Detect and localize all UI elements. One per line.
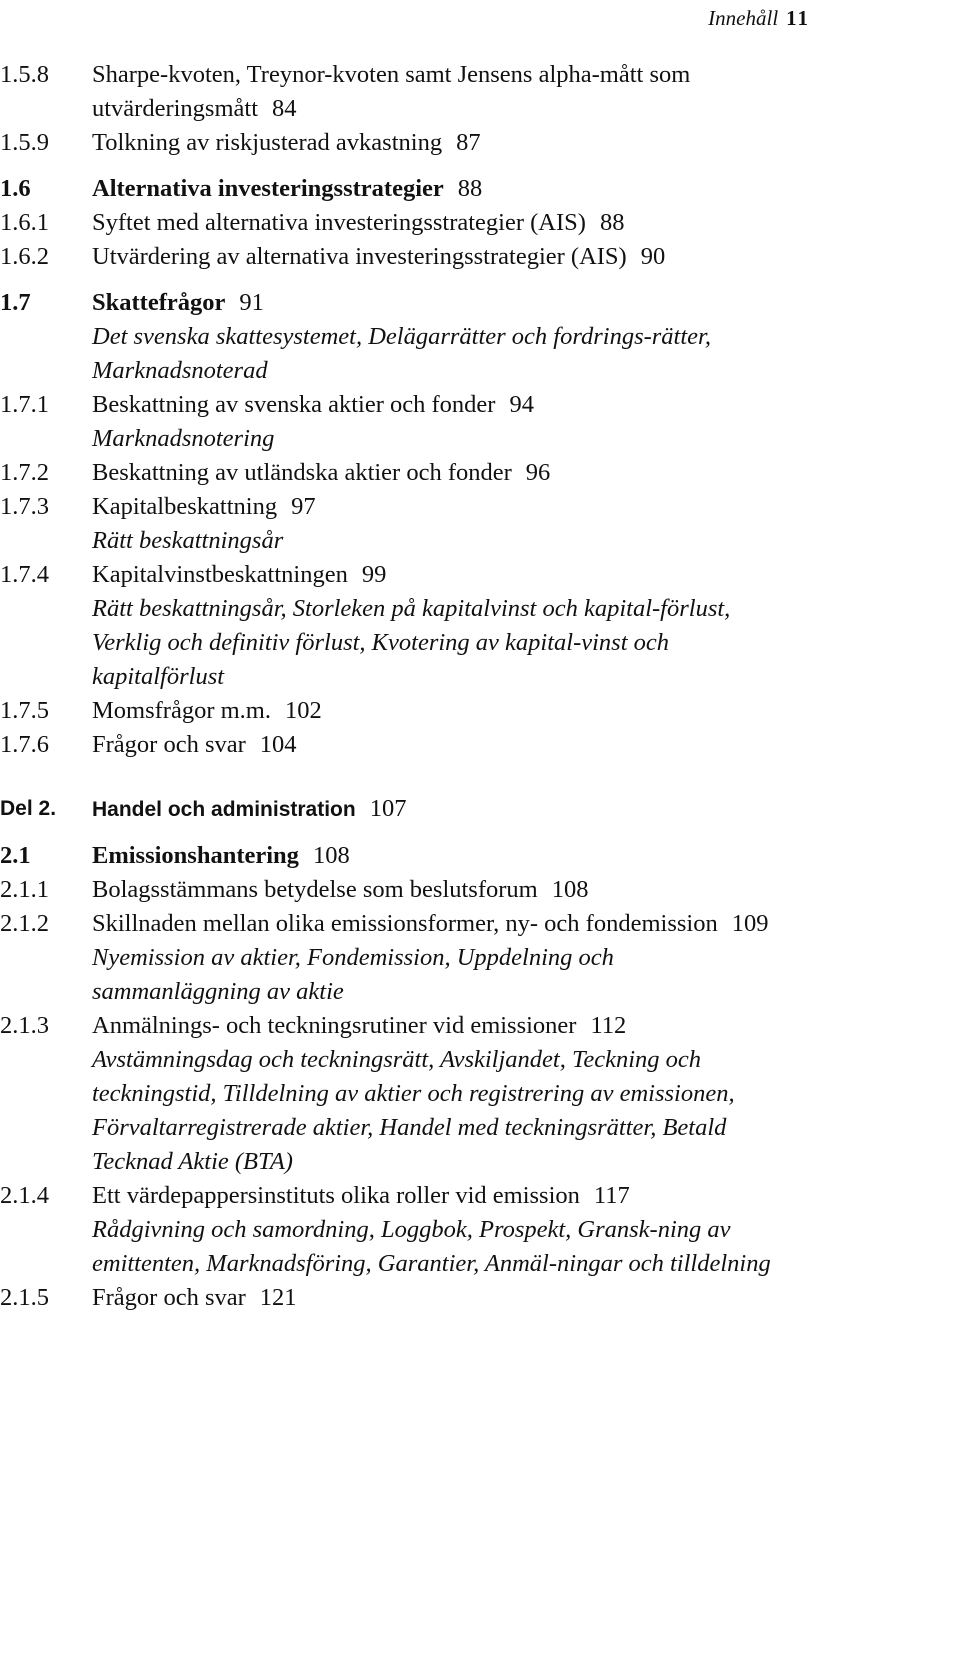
toc-number: 1.5.9 — [0, 129, 49, 156]
toc-entry — [0, 206, 780, 240]
toc-entry — [0, 240, 780, 274]
toc-title: Anmälnings- och teckningsrutiner vid emissioner — [92, 1012, 577, 1039]
toc-number: 1.5.8 — [0, 61, 49, 88]
toc-page: 90 — [640, 243, 666, 270]
toc-title: Kapitalbeskattning — [92, 493, 278, 520]
toc-entry — [0, 907, 780, 1009]
toc-title: Bolagsstämmans betydelse som beslutsforum — [92, 876, 538, 903]
toc-number: 2.1 — [0, 842, 31, 869]
toc-title: Handel och administration — [92, 798, 356, 821]
toc-page: 102 — [284, 697, 322, 724]
toc-subtopics: Rätt beskattningsår — [92, 527, 284, 554]
toc-number: 1.7.6 — [0, 731, 49, 758]
toc-section — [0, 286, 780, 388]
toc-number: 1.6.1 — [0, 209, 49, 236]
toc-title: Syftet med alternativa investeringsstrategier (AIS) — [92, 209, 586, 236]
toc-entry — [0, 456, 780, 490]
toc-number: 1.7.4 — [0, 561, 49, 588]
toc-number: 1.7.3 — [0, 493, 49, 520]
toc-entry — [0, 58, 780, 126]
toc-title: Skillnaden mellan olika emissionsformer, ny- och fondemission — [92, 910, 718, 937]
toc-number: 2.1.4 — [0, 1182, 49, 1209]
page-number: 11 — [786, 6, 810, 30]
toc-page: 97 — [291, 493, 316, 520]
toc-page: 112 — [590, 1012, 627, 1039]
toc-number: 1.7 — [0, 289, 31, 316]
toc-title: Emissionshantering — [92, 842, 299, 869]
toc-page: 96 — [525, 459, 551, 486]
toc-section — [0, 172, 780, 206]
toc-title: Beskattning av svenska aktier och fonder — [92, 391, 496, 418]
toc-entry — [0, 558, 780, 694]
toc-title: Skattefrågor — [92, 289, 226, 316]
table-of-contents — [0, 58, 780, 1315]
toc-entry — [0, 1179, 780, 1281]
header-title: Innehåll — [708, 6, 779, 30]
toc-entry — [0, 1009, 780, 1179]
toc-entry — [0, 126, 780, 160]
toc-page: 94 — [509, 391, 534, 418]
toc-title: Alternativa investeringsstrategier — [92, 175, 444, 202]
toc-subtopics: Rådgivning och samordning, Loggbok, Prospekt, Gransk-ning av emittenten, Marknadsföring, Garantier, Anmäl-ningar och tilldelning — [92, 1216, 771, 1277]
toc-title: Tolkning av riskjusterad avkastning — [92, 129, 443, 156]
toc-subtopics: Rätt beskattningsår, Storleken på kapitalvinst och kapital-förlust, Verklig och definitiv förlust, Kvotering av kapital-vinst och kapitalförlust — [92, 595, 731, 690]
toc-number: 2.1.2 — [0, 910, 49, 937]
toc-number: Del 2. — [0, 797, 57, 820]
toc-entry — [0, 694, 780, 728]
toc-number: 2.1.1 — [0, 876, 49, 903]
toc-title: Frågor och svar — [92, 1284, 246, 1311]
toc-number: 2.1.5 — [0, 1284, 49, 1311]
toc-entry — [0, 728, 780, 762]
toc-title: Sharpe-kvoten, Treynor-kvoten samt Jensens alpha-mått som utvärderingsmått — [92, 61, 691, 122]
toc-subtopics: Nyemission av aktier, Fondemission, Uppdelning och sammanläggning av aktie — [92, 944, 614, 1005]
toc-number: 2.1.3 — [0, 1012, 49, 1039]
toc-title: Frågor och svar — [92, 731, 246, 758]
toc-entry — [0, 873, 780, 907]
toc-page: 109 — [731, 910, 769, 937]
toc-subtopics: Marknadsnotering — [92, 425, 275, 452]
toc-page: 87 — [456, 129, 481, 156]
toc-page: 121 — [259, 1284, 297, 1311]
toc-entry — [0, 490, 780, 558]
toc-page: 108 — [312, 842, 350, 869]
toc-number: 1.6 — [0, 175, 31, 202]
toc-section — [0, 839, 780, 873]
toc-title: Momsfrågor m.m. — [92, 697, 271, 724]
toc-number: 1.7.5 — [0, 697, 49, 724]
toc-number: 1.6.2 — [0, 243, 49, 270]
toc-subtopics: Avstämningsdag och teckningsrätt, Avskiljandet, Teckning och teckningstid, Tilldelning av aktier och registrering av emissionen, Förvaltarregistrerade aktier, Handel med teckningsrätter, Betald Tecknad Aktie (BTA) — [92, 1046, 735, 1175]
toc-title: Kapitalvinstbeskattningen — [92, 561, 348, 588]
toc-subtopics: Det svenska skattesystemet, Delägarrätter och fordrings-rätter, Marknadsnoterad — [92, 323, 711, 384]
toc-page: 108 — [551, 876, 589, 903]
toc-page: 88 — [599, 209, 625, 236]
running-header — [708, 6, 810, 31]
toc-title: Beskattning av utländska aktier och fonder — [92, 459, 512, 486]
toc-title: Utvärdering av alternativa investeringsstrategier (AIS) — [92, 243, 627, 270]
toc-page: 84 — [272, 95, 297, 122]
toc-page: 88 — [457, 175, 483, 202]
toc-number: 1.7.2 — [0, 459, 49, 486]
toc-entry — [0, 1281, 780, 1315]
toc-page: 99 — [361, 561, 387, 588]
toc-page: 107 — [369, 795, 407, 822]
toc-page: 91 — [239, 289, 264, 316]
toc-title: Ett värdepappersinstituts olika roller vid emission — [92, 1182, 580, 1209]
toc-part — [0, 792, 780, 827]
toc-page: 117 — [593, 1182, 630, 1209]
toc-page: 104 — [259, 731, 297, 758]
toc-number: 1.7.1 — [0, 391, 49, 418]
toc-entry — [0, 388, 780, 456]
